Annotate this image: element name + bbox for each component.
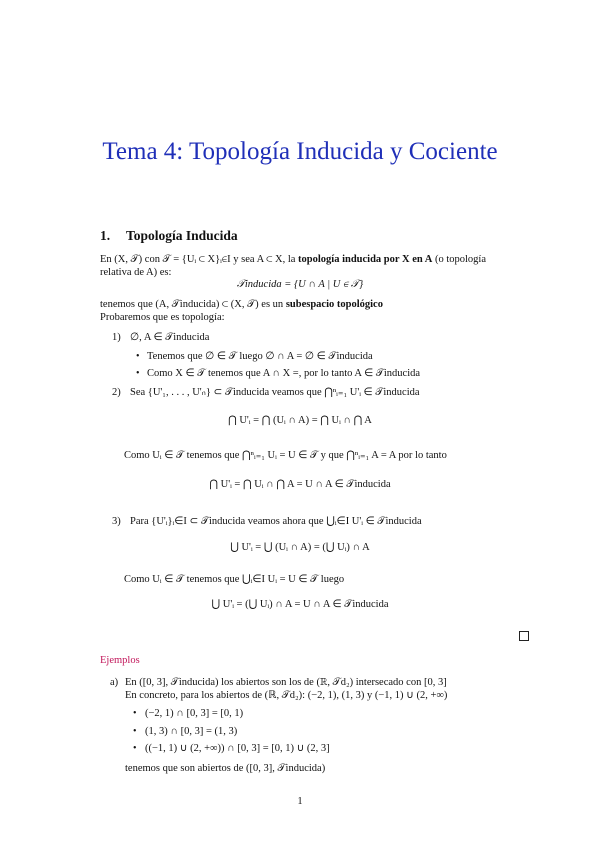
bullet-marker: •: [136, 368, 140, 379]
item-2-formula-2: [0, 478, 600, 491]
example-bullet-3: ((−1, 1) ∪ (2, +∞)) ∩ [0, 3] = [0, 1) ∪ (2, 3]: [145, 743, 330, 754]
subespacio-term: subespacio topológico: [285, 299, 383, 310]
page-title: Tema 4: Topología Inducida y Cociente: [102, 138, 498, 165]
definition-formula: 𝒯inducida = {U ∩ A | U ∈ 𝒯}: [236, 279, 364, 290]
item-1-bullet-2: Como X ∈ 𝒯 tenemos que A ∩ X =, por lo tanto A ∈ 𝒯inducida: [147, 368, 421, 379]
formula-text: ⋂ U'ᵢ = ⋂ (Uᵢ ∩ A) = ⋂ Uᵢ ∩ ⋂ A: [228, 415, 372, 426]
intro-line-3: [100, 298, 383, 311]
formula-text: ⋃ U'ᵢ = ⋃ (Uᵢ ∩ A) = (⋃ Uᵢ) ∩ A: [230, 542, 370, 553]
intro-line-4: Probaremos que es topología:: [100, 312, 225, 323]
section-title: Topología Inducida: [126, 228, 238, 243]
section-number: 1.: [100, 228, 111, 243]
bullet-marker: •: [133, 726, 137, 737]
bullet-marker: •: [136, 351, 140, 362]
topologia-inducida-term: topología inducida por X en A: [298, 254, 433, 265]
bullet-marker: •: [133, 743, 137, 754]
example-a-line-1: En ([0, 3], 𝒯inducida) los abiertos son los de (ℝ, 𝒯d₂) intersecado con [0, 3]: [125, 677, 447, 688]
item-1-label: 1): [112, 332, 121, 343]
example-bullet-1: (−2, 1) ∩ [0, 3] = [0, 1): [145, 708, 244, 719]
example-closing: tenemos que son abiertos de ([0, 3], 𝒯inducida): [125, 763, 326, 774]
formula-text: ⋃ U'ᵢ = (⋃ Uᵢ) ∩ A = U ∩ A ∈ 𝒯inducida: [211, 599, 389, 610]
item-3-formula-2: [0, 598, 600, 611]
item-3-formula-1: [0, 541, 600, 553]
examples-heading: Ejemplos: [100, 655, 140, 666]
intro-line-2: relativa de A) es:: [100, 267, 172, 278]
item-2-label: 2): [112, 387, 121, 398]
bullet-marker: •: [133, 708, 137, 719]
item-2-text: Sea {U'₁, . . . , U'ₙ} ⊂ 𝒯inducida veamos que ⋂ⁿᵢ₌₁ U'ᵢ ∈ 𝒯inducida: [130, 387, 420, 398]
item-3-text-2: Como Uᵢ ∈ 𝒯 tenemos que ⋃ᵢ∈I Uᵢ = U ∈ 𝒯 luego: [124, 574, 345, 585]
intro-line-1-text: En (X, 𝒯) con 𝒯 = {Uᵢ ⊂ X}ᵢ∈I y sea A ⊂ X, la: [100, 254, 299, 265]
example-bullet-2: (1, 3) ∩ [0, 3] = (1, 3): [145, 726, 238, 737]
item-1-bullet-1: Tenemos que ∅ ∈ 𝒯 luego ∅ ∩ A = ∅ ∈ 𝒯inducida: [147, 351, 373, 362]
example-a-label: a): [110, 677, 119, 688]
qed-square: [519, 631, 529, 641]
example-a-line-2: En concreto, para los abiertos de (ℝ, 𝒯d₂): (−2, 1), (1, 3) y (−1, 1) ∪ (2, +∞): [125, 690, 448, 701]
intro-line-1: [100, 253, 486, 266]
intro-line-3-text: tenemos que (A, 𝒯inducida) ⊂ (X, 𝒯) es un: [100, 299, 286, 310]
page-number: 1: [297, 796, 303, 807]
item-2-text-2: Como Uᵢ ∈ 𝒯 tenemos que ⋂ⁿᵢ₌₁ Uᵢ = U ∈ 𝒯 y que ⋂ⁿᵢ₌₁ A = A por lo tanto: [124, 450, 447, 461]
item-3-text: Para {U'ᵢ}ᵢ∈I ⊂ 𝒯inducida veamos ahora que ⋃ᵢ∈I U'ᵢ ∈ 𝒯inducida: [130, 516, 422, 527]
formula-text: ⋂ U'ᵢ = ⋂ Uᵢ ∩ ⋂ A = U ∩ A ∈ 𝒯inducida: [209, 479, 391, 490]
item-2-formula-1: [0, 414, 600, 426]
item-3-label: 3): [112, 516, 121, 527]
item-1-text: ∅, A ∈ 𝒯inducida: [130, 332, 210, 343]
intro-line-1-end: (o topología: [432, 254, 486, 265]
section-heading: [100, 228, 238, 244]
